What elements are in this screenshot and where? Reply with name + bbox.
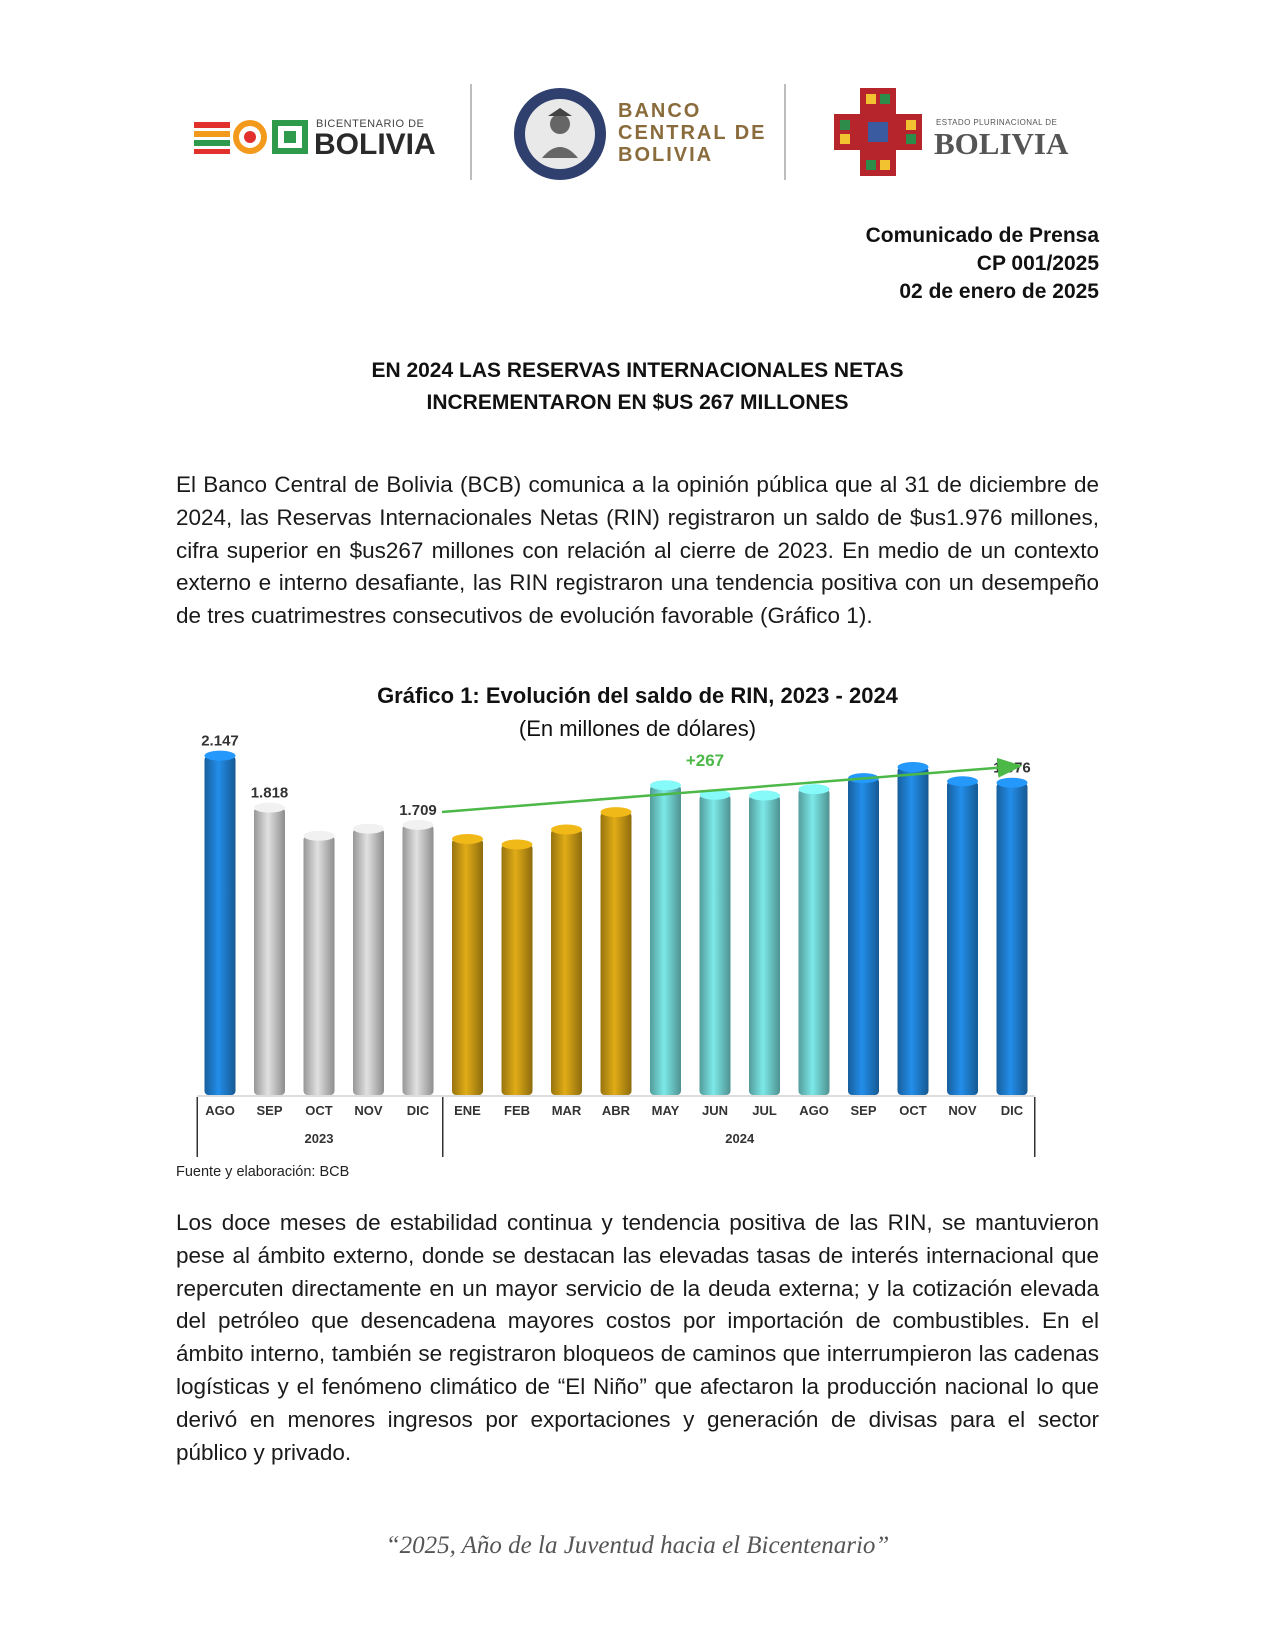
x-tick-label: OCT <box>899 1103 927 1118</box>
x-tick-label: MAR <box>551 1103 582 1118</box>
bar-cap <box>452 834 483 844</box>
estado-big-text: BOLIVIA <box>934 126 1069 161</box>
bicentenario-logo <box>194 116 444 160</box>
press-release-info <box>866 222 1099 306</box>
bar-cap <box>403 820 434 830</box>
bcb-line: CENTRAL DE <box>618 122 767 144</box>
bar-cap <box>254 803 285 813</box>
bicentenario-small-text: BICENTENARIO DE <box>316 118 425 130</box>
bar-may-9 <box>650 785 681 1095</box>
bicentenario-big-text: BOLIVIA <box>314 128 436 161</box>
bar-nov-3 <box>353 829 384 1095</box>
x-tick-label: AGO <box>799 1103 829 1118</box>
x-tick-label: FEB <box>504 1103 530 1118</box>
x-tick-label: ENE <box>454 1103 481 1118</box>
x-tick-label: MAY <box>651 1103 680 1118</box>
document-title <box>176 355 1099 419</box>
bicentenario-emblem-icon <box>194 118 312 156</box>
title-line: EN 2024 LAS RESERVAS INTERNACIONALES NETAS <box>371 359 904 382</box>
bar-ene-5 <box>452 839 483 1095</box>
paragraph-context: Los doce meses de estabilidad continua y tendencia positiva de las RIN, se mantuvieron pese al ámbito externo, donde se destacan las elevadas tasas de interés internacional que repercuten directamente en un mayor servicio de la deuda externa; y la cotización elevada del petróleo que desencadena mayores costos por importación de combustibles. En el ámbito interno, también se registraron bloqueos de caminos que interrumpieron las cadenas logísticas y el fenómeno climático de “El Niño” que afectaron la producción nacional lo que derivó en menores ingresos por exportaciones y generación de divisas para el sector público y privado. <box>176 1210 1099 1465</box>
bar-ago-12 <box>799 789 830 1095</box>
bcb-line: BOLIVIA <box>618 144 714 166</box>
bar-ago-0 <box>205 756 236 1095</box>
bar-sep-1 <box>254 808 285 1095</box>
chart-subtitle: (En millones de dólares) <box>518 716 757 741</box>
x-tick-label: JUN <box>701 1103 729 1118</box>
data-label: 1.976 <box>993 759 1031 777</box>
header-divider <box>470 84 472 180</box>
bar-nov-15 <box>947 781 978 1095</box>
x-tick-label: JUL <box>752 1103 777 1118</box>
x-tick-label: DIC <box>406 1103 430 1118</box>
bar-jul-11 <box>749 795 780 1095</box>
header <box>0 78 1275 183</box>
press-date: 02 de enero de 2025 <box>899 280 1099 303</box>
data-label: 1.709 <box>399 801 437 819</box>
estado-small-text: ESTADO PLURINACIONAL DE <box>936 118 1058 127</box>
bar-oct-14 <box>898 767 929 1095</box>
bar-mar-7 <box>551 829 582 1095</box>
bar-cap <box>650 780 681 790</box>
bar-dic-4 <box>403 825 434 1095</box>
chart-title: Gráfico 1: Evolución del saldo de RIN, 2023 - 2024 <box>377 683 898 708</box>
press-label: Comunicado de Prensa <box>865 224 1099 247</box>
bar-cap <box>947 776 978 786</box>
x-tick-label: OCT <box>305 1103 333 1118</box>
bar-cap <box>898 762 929 772</box>
estado-emblem-icon <box>830 84 926 180</box>
rin-bar-chart <box>190 732 1090 1158</box>
bar-cap <box>502 839 533 849</box>
bar-cap <box>749 790 780 800</box>
bcb-seal-icon <box>512 86 608 182</box>
bcb-line: BANCO <box>618 100 702 122</box>
estado-logo <box>830 84 1090 180</box>
trend-arrow <box>442 766 1020 812</box>
x-tick-label: DIC <box>1000 1103 1024 1118</box>
year-label: 2024 <box>725 1131 755 1146</box>
bar-sep-13 <box>848 778 879 1095</box>
header-divider <box>784 84 786 180</box>
bar-cap <box>997 778 1028 788</box>
paragraph-intro: El Banco Central de Bolivia (BCB) comunica a la opinión pública que al 31 de diciembre de 2024, las Reservas Internacionales Netas (RIN) registraron un saldo de $us1.976 millones, cifra superior en $us267 millones con relación al cierre de 2023. En medio de un contexto externo e interno desafiante, las RIN registraron una tendencia positiva con un desempeño de tres cuatrimestres consecutivos de evolución favorable (Gráfico 1). <box>176 472 1099 629</box>
bar-feb-6 <box>502 844 533 1095</box>
bar-cap <box>205 751 236 761</box>
chart-source: Fuente y elaboración: BCB <box>176 1164 350 1180</box>
bar-jun-10 <box>700 795 731 1095</box>
bar-cap <box>551 824 582 834</box>
x-tick-label: AGO <box>205 1103 235 1118</box>
x-tick-label: SEP <box>256 1103 283 1118</box>
bcb-logo <box>512 86 772 182</box>
bar-cap <box>353 824 384 834</box>
title-line: INCREMENTARON EN $US 267 MILLONES <box>426 391 849 414</box>
data-label: 2.147 <box>201 732 239 750</box>
data-label: 1.818 <box>250 784 289 802</box>
bar-cap <box>601 807 632 817</box>
bcb-name <box>618 100 767 166</box>
press-number: CP 001/2025 <box>976 252 1099 275</box>
footer-motto: “2025, Año de la Juventud hacia el Bicentenario” <box>385 1532 890 1559</box>
x-tick-label: NOV <box>948 1103 977 1118</box>
trend-annotation: +267 <box>685 751 725 770</box>
x-tick-label: ABR <box>601 1103 631 1118</box>
year-label: 2023 <box>304 1131 334 1146</box>
bar-abr-8 <box>601 812 632 1095</box>
bar-cap <box>799 784 830 794</box>
x-tick-label: NOV <box>354 1103 383 1118</box>
bar-oct-2 <box>304 836 335 1095</box>
x-tick-label: SEP <box>850 1103 877 1118</box>
bar-cap <box>304 831 335 841</box>
bar-dic-16 <box>997 783 1028 1095</box>
